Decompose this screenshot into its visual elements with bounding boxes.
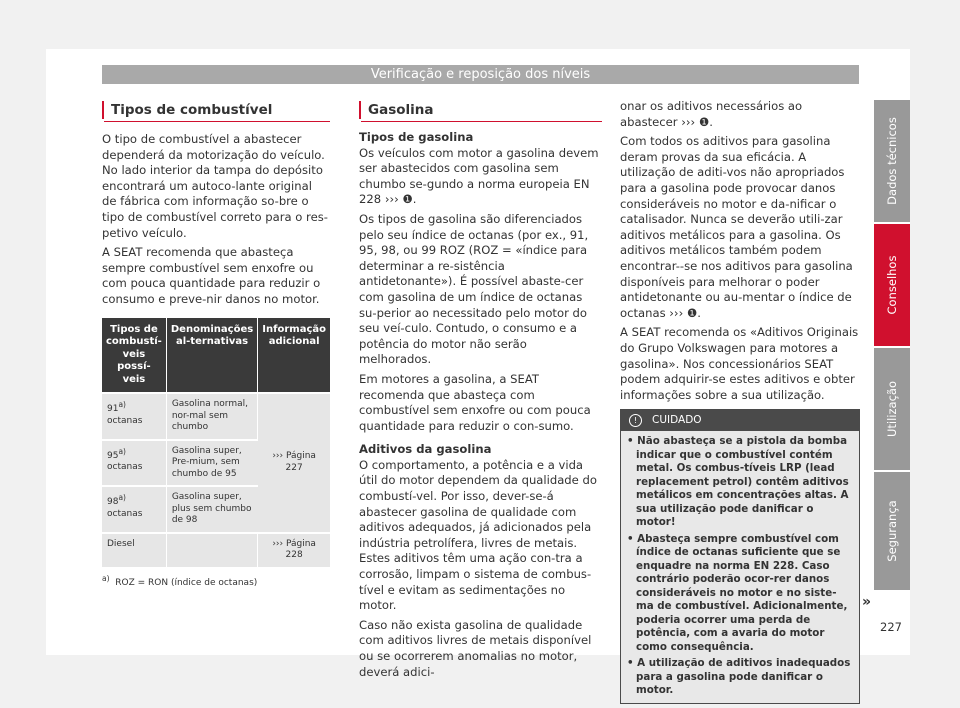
table-row	[102, 393, 330, 440]
footnote-text: ROZ = RON (índice de octanas)	[115, 577, 258, 588]
alt-name-cell: Gasolina normal, nor-mal sem chumbo	[166, 393, 257, 440]
alt-name-cell	[166, 533, 257, 567]
warning-icon: !	[629, 414, 642, 427]
octane-value: 91	[107, 404, 119, 415]
footnote-ref: a)	[118, 493, 126, 503]
side-tab-label: Dados técnicos	[885, 117, 899, 205]
paragraph: A SEAT recomenda os «Aditivos Originais do Grupo Volkswagen para motores a gasolina». Nos concessionários SEAT podem adquirir-se estes aditivos e obter informações sobre a sua utilização.	[620, 325, 859, 402]
table-header: Informação adicional	[258, 318, 330, 394]
octane-suffix: octanas	[107, 462, 143, 473]
caution-text: A utilização de aditivos inadequados para a gasolina pode danificar o motor.	[636, 657, 851, 697]
page-number: 227	[880, 620, 902, 634]
caution-item: • A utilização de aditivos inadequados para a gasolina pode danificar o motor.	[627, 657, 851, 697]
octane-value: 95	[107, 450, 119, 461]
paragraph: Caso não exista gasolina de qualidade com aditivos livres de metais disponível ou se ocorrerem anomalias no motor, deverá adici-	[359, 617, 592, 679]
section-title-gasoline	[359, 101, 602, 119]
paragraph: Com todos os aditivos para gasolina deram provas da sua eficácia. A utilização de aditi-vos não apropriados para a gasolina pode provocar danos consideráveis no motor e da-nificar o catalisador. Nunca se deverão utili-zar aditivos metálicos para a gasolina. Os aditivos metálicos também podem encontrar--se nos aditivos para gasolina disponíveis para melhorar o poder antidetonante ou au-mentar o índice de octanas ››› ❶.	[620, 134, 853, 320]
subheading: Aditivos da gasolina	[359, 442, 492, 457]
continue-arrow-icon: »	[862, 594, 872, 610]
page-reference-link[interactable]	[258, 533, 330, 567]
column-gasoline	[359, 101, 602, 684]
page-ref-text: ››› Página 228	[272, 538, 316, 561]
paragraph: A SEAT recomenda que abasteça sempre combustível sem enxofre ou com pouca quantidade para reduzir o consumo e preve-nir danos no motor.	[102, 245, 321, 306]
side-tab-label: Segurança	[885, 500, 899, 562]
side-tab-safety[interactable]	[874, 472, 910, 590]
table-footnote	[102, 573, 330, 589]
caution-body	[621, 431, 859, 703]
table-header: Denominações al-ternativas	[166, 318, 257, 394]
side-tab-label: Conselhos	[885, 255, 899, 315]
table-header: Tipos de combustí-veis possí-veis	[102, 318, 166, 394]
octane-suffix: octanas	[107, 508, 143, 519]
paragraph: Em motores a gasolina, a SEAT recomenda que abasteça com combustível sem enxofre ou com pouca quantidade para reduzir o con-sumo.	[359, 371, 591, 433]
fuel-type-cell: Diesel	[102, 533, 166, 567]
paragraph: onar os aditivos necessários ao abastecer ››› ❶.	[620, 99, 803, 129]
title-rule	[104, 121, 330, 122]
caution-title: CUIDADO	[652, 414, 702, 427]
fuel-type-cell	[102, 440, 166, 487]
caution-box	[620, 409, 860, 704]
caution-item: • Não abasteça se a pistola da bomba indicar que o combustível contém metal. Os combus-tíveis LRP (lead replacement petrol) contêm aditivos metálicos em concentrações altas. A sua utilização pode danificar o motor!	[627, 435, 849, 529]
side-tab-label: Utilização	[885, 380, 899, 438]
octane-value: 98	[107, 497, 119, 508]
page-reference-link[interactable]	[258, 393, 330, 533]
fuel-type-cell	[102, 486, 166, 533]
section-title-fuel-types	[102, 101, 330, 119]
title-rule	[361, 121, 602, 122]
fuel-types-table	[102, 318, 330, 567]
octane-suffix: octanas	[107, 415, 143, 426]
caution-text: Não abasteça se a pistola da bomba indicar que o combustível contém metal. Os combus-tíveis LRP (lead replacement petrol) contêm aditivos metálicos em concentrações altas. A sua utilização pode danificar o motor!	[636, 435, 849, 529]
caution-header	[621, 410, 859, 431]
column-additives	[620, 99, 860, 704]
column-fuel-types	[102, 101, 330, 589]
side-tab-usage[interactable]	[874, 348, 910, 470]
section-title-text: Gasolina	[368, 102, 434, 118]
chapter-header: Verificação e reposição dos níveis	[102, 65, 859, 84]
footnote-ref: a)	[118, 400, 126, 410]
alt-name-cell: Gasolina super, plus sem chumbo de 98	[166, 486, 257, 533]
page-ref-text: ››› Página 227	[272, 451, 316, 473]
section-title-text: Tipos de combustível	[111, 102, 273, 118]
footnote-ref: a)	[118, 446, 126, 456]
alt-name-cell: Gasolina super, Pre-mium, sem chumbo de 95	[166, 440, 257, 487]
side-tab-technical-data[interactable]	[874, 100, 910, 222]
fuel-type-cell	[102, 393, 166, 440]
paragraph: O comportamento, a potência e a vida útil do motor dependem da qualidade do combustí-vel. Por isso, dever-se-á abastecer gasolina de qualidade com aditivos adequados, já adicionados pela indústria petrolífera, livres de metais. Estes aditivos têm uma ação con-tra a corrosão, limpam o sistema de combus-tível e evitam as sedimentações no motor.	[359, 457, 597, 613]
paragraph: O tipo de combustível a abastecer dependerá da motorização do veículo. No lado interior da tampa do depósito encontrará um autoco-lante original de fábrica com informação so-bre o tipo de combustível correto para o res-petivo veículo.	[102, 132, 328, 240]
footnote-mark: a)	[102, 573, 110, 583]
subheading: Tipos de gasolina	[359, 130, 474, 144]
table-row	[102, 533, 330, 567]
caution-item: • Abasteça sempre combustível com índice de octanas suficiente que se enquadre na norma EN 228. Caso contrário poderão ocor-rer danos consideráveis no motor e no siste-ma de combustível. Adicionalmente, poderia ocorrer uma perda de potência, com a avaria do motor como consequência.	[627, 532, 848, 653]
side-tab-advice[interactable]	[874, 224, 910, 346]
paragraph: Os tipos de gasolina são diferenciados pelo seu índice de octanas (por ex., 91, 95, 98, ou 99 ROZ (ROZ = «índice para determinar a re-sistência antidetonante»). É possível abaste-cer com gasolina de um índice de octanas su-perior ao necessitado pelo motor do seu veí-culo. Contudo, o consumo e a potência do motor não serão melhorados.	[359, 211, 589, 367]
caution-text: Abasteça sempre combustível com índice de octanas suficiente que se enquadre na norma EN 228. Caso contrário poderão ocor-rer danos consideráveis no motor e no siste-ma de combustível. Adicionalmente, poderia ocorrer uma perda de potência, com a avaria do motor como consequência.	[636, 532, 848, 653]
paragraph: Os veículos com motor a gasolina devem ser abastecidos com gasolina sem chumbo se-gundo a norma europeia EN 228 ››› ❶.	[359, 145, 599, 207]
